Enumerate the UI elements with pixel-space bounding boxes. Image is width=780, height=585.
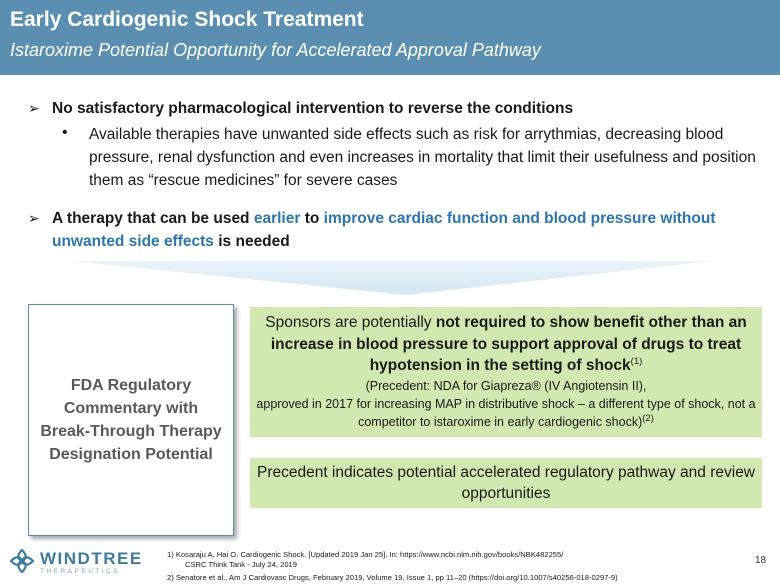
footnote-ref-1: (1) [630, 355, 643, 367]
slide-title: Early Cardiogenic Shock Treatment [10, 8, 364, 31]
b2-text-3: is needed [213, 233, 290, 250]
footnote-1-continued: CSRC Think Tank - July 24, 2019 [185, 560, 297, 569]
dot-bullet-icon: • [62, 124, 68, 141]
precedent-callout-box [250, 458, 762, 508]
precedent-callout-text: Precedent indicates potential accelerated regulatory pathway and review opportunities [256, 464, 756, 502]
page-number: 18 [755, 555, 767, 566]
footnote-2: 2) Senatore et al., Am J Cardiovasc Drugs, February 2019, Volume 19, Issue 1, pp 11–20 (https://doi.org/10.1007/s40256-018-0297-9) [167, 573, 618, 582]
b2-text-1: A therapy that can be used [52, 210, 254, 227]
b2-text-2: to [300, 210, 324, 227]
precedent-line-2 [254, 395, 758, 431]
windtree-logo-icon [8, 547, 36, 575]
sponsors-prefix: Sponsors are potentially [265, 314, 436, 331]
funnel-arrow-shape [72, 261, 712, 295]
sponsors-bold-text: not required to show benefit other than an increase in blood pressure to support approval of drugs to treat hypotension in the setting of shock [270, 314, 747, 374]
precedent-line-1: (Precedent: NDA for Giapreza® (IV Angiotensin II), [365, 378, 647, 393]
bullet-no-satisfactory-intervention: No satisfactory pharmacological intervention to reverse the conditions [52, 100, 574, 117]
fda-commentary-text: FDA Regulatory Commentary with Break-Through Therapy Designation Potential [40, 377, 222, 463]
sponsors-callout-box [250, 307, 762, 437]
footnote-ref-2: (2) [642, 412, 654, 424]
bullet-therapy-needed [52, 207, 752, 253]
company-logo-text: WINDTREE [40, 549, 143, 568]
arrow-bullet-icon: ➢ [28, 100, 40, 116]
slide-subtitle: Istaroxime Potential Opportunity for Accelerated Approval Pathway [10, 40, 541, 60]
b2-highlight-improve: improve cardiac function and blood pressure without unwanted side effects [52, 210, 716, 250]
sub-bullet-available-therapies: Available therapies have unwanted side effects such as risk for arrythmias, decreasing blood pressure, renal dysfunction and even increases in mortality that limit their usefulness and position them as “rescue medicines” for severe cases [89, 126, 756, 189]
fda-commentary-box [28, 304, 234, 536]
arrow-bullet-icon: ➢ [28, 210, 40, 226]
footnote-1: 1) Kosaraju A, Hai O. Cardiogenic Shock. [Updated 2019 Jan 25]. In: https://www.ncbi.nlm.nih.gov/books/NBK482255/ [167, 550, 564, 559]
sponsors-statement [256, 312, 756, 377]
b2-highlight-earlier: earlier [253, 210, 301, 227]
precedent-line-2-text: approved in 2017 for increasing MAP in distributive shock – a different type of shock, not a competitor to istaroxime in early cardiogenic shock) [256, 396, 756, 429]
title-banner [0, 0, 780, 75]
company-logo-tagline: THERAPEUTICS [40, 568, 121, 575]
